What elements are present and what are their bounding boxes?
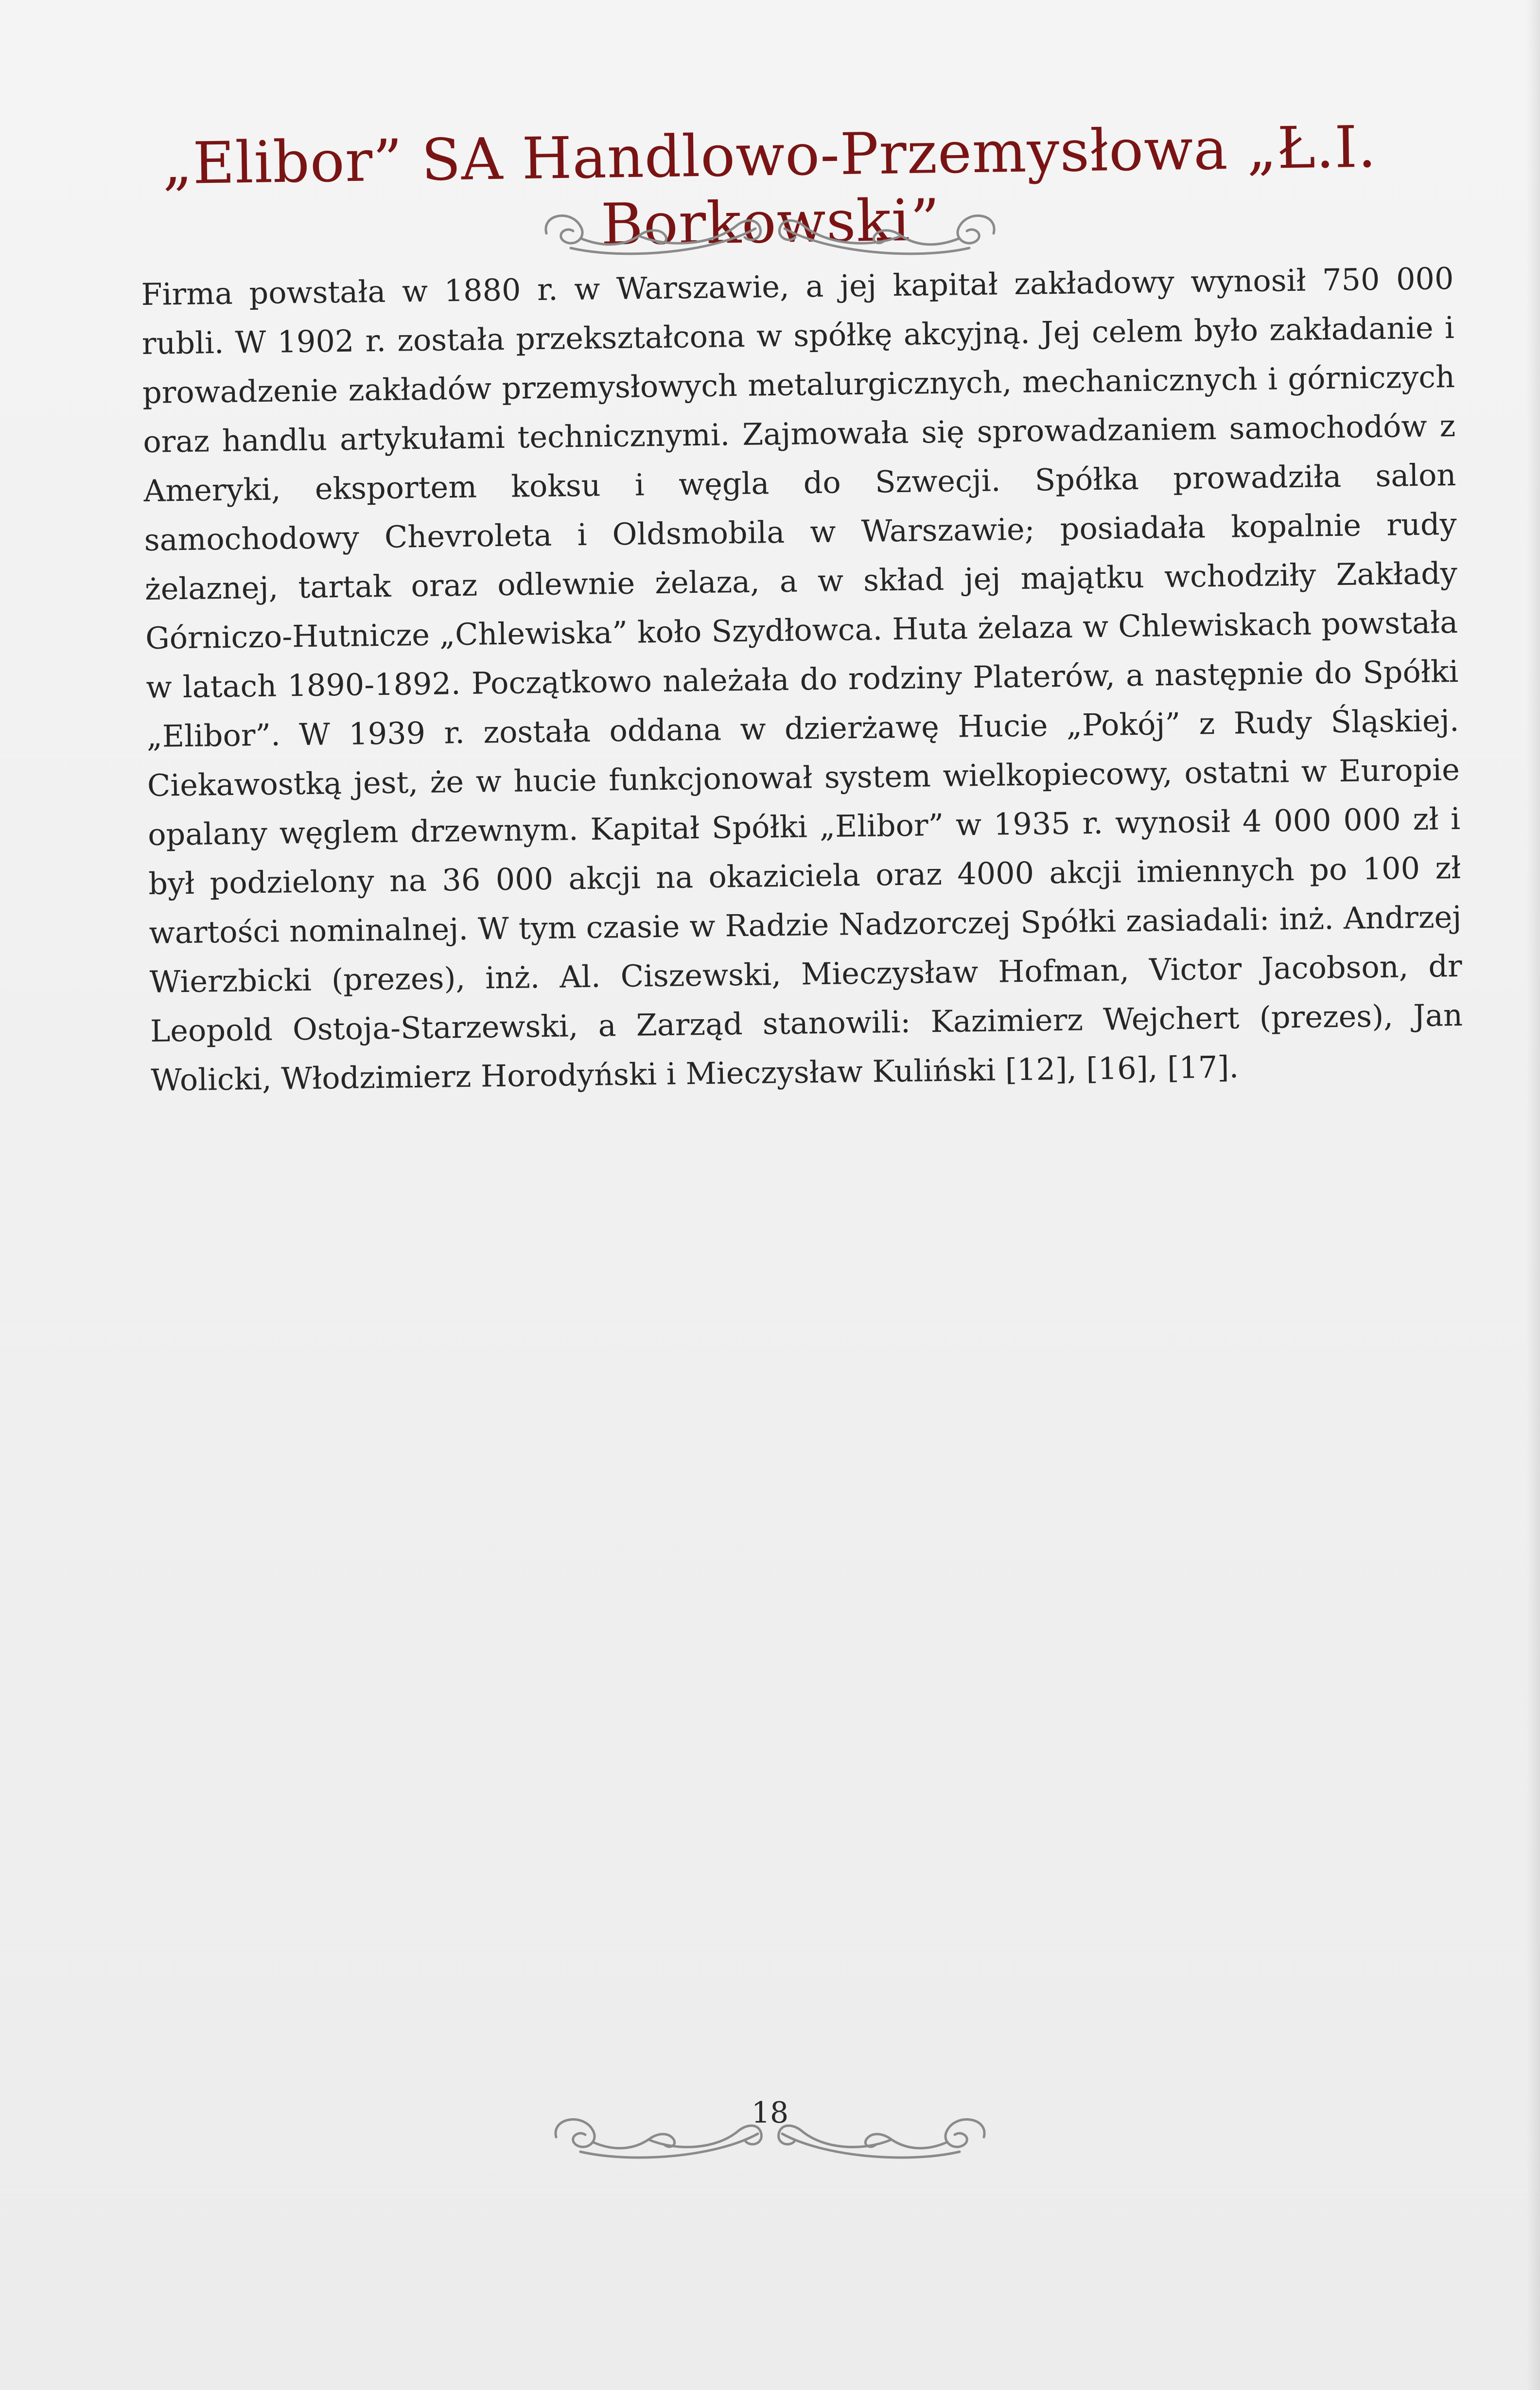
bottom-flourish-divider-icon <box>542 2106 998 2169</box>
page-title: „Elibor” SA Handlowo-Przemysłowa „Ł.I. Borkowski” <box>162 113 1377 258</box>
main-paragraph: Firma powstała w 1880 r. w Warszawie, a jej kapitał zakładowy wynosił 750 000 rubli. W 1902 r. została przekształcona w spółkę akcyjną. Jej celem było zakładanie i prowadzenie zakładów przemysłowych metalurgicznych, mechanicznych i górniczych oraz handlu artykułami technicznymi. Zajmowała się sprowadzaniem samochodów z Ameryki, eksportem koksu i węgla do Szwecji. Spółka prowadziła salon samochodowy Chevroleta i Oldsmobila w Warszawie; posiadała kopalnie rudy żelaznej, tartak oraz odlewnie żelaza, a w skład jej majątku wchodziły Zakłady Górniczo-Hutnicze „Chlewiska” koło Szydłowca. Huta żelaza w Chlewiskach powstała w latach 1890-1892. Początkowo należała do rodziny Platerów, a następnie do Spółki „Elibor”. W 1939 r. została oddana w dzierżawę Hucie „Pokój” z Rudy Śląskiej. Ciekawostką jest, że w hucie funkcjonował system wielkopiecowy, ostatni w Europie opalany węglem drzewnym. Kapitał Spółki „Elibor” w 1935 r. wynosił 4 000 000 zł i był podzielony na 36 000 akcji na okaziciela oraz 4000 akcji imiennych po 100 zł wartości nominalnej. W tym czasie w Radzie Nadzorczej Spółki zasiadali: inż. Andrzej Wierzbicki (prezes), inż. Al. Ciszewski, Mieczysław Hofman, Victor Jacobson, dr Leopold Ostoja-Starzewski, a Zarząd stanowili: Kazimierz Wejchert (prezes), Jan Wolicki, Włodzimierz Horodyński i Mieczysław Kuliński [12], [16], [17]. <box>141 261 1463 1098</box>
page-number: 18 <box>751 2096 789 2130</box>
top-flourish-divider-icon <box>527 199 1013 263</box>
page-edge-shadow <box>1526 0 1540 2390</box>
